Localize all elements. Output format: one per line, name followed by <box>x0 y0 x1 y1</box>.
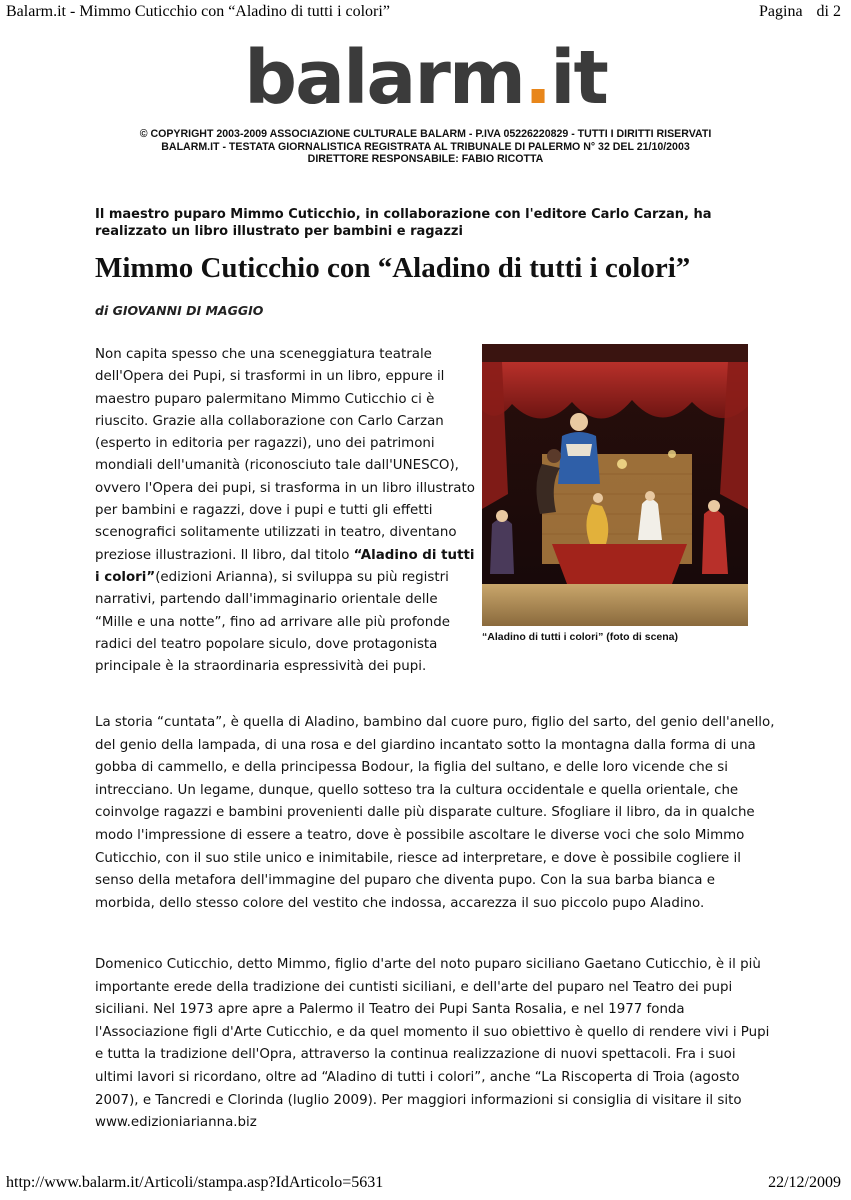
copyright-line-2: BALARM.IT - TESTATA GIORNALISTICA REGISTRATA AL TRIBUNALE DI PALERMO N° 32 DEL 21/10/2003 <box>161 140 690 153</box>
print-date: 22/12/2009 <box>768 1174 841 1191</box>
article-paragraph-3: Domenico Cuticchio, detto Mimmo, figlio d'arte del noto puparo siciliano Gaetano Cuticchio, è il più importante erede della tradizione dei cuntisti siciliani, e dell'arte del puparo nel Teatro dei pupi siciliani. Nel 1973 apre apre a Palermo il Teatro dei Pupi Santa Rosalia, e nel 1977 fonda l'Associazione figli d'Arte Cuticchio, e da quel momento il suo obiettivo è quello di rendere vivi i Pupi e tutta la tradizione dell'Opra, attraverso la continua realizzazione di nuovi spettacoli. Fra i suoi ultimi lavori si ricordano, oltre ad “Aladino di tutti i colori”, anche “La Riscoperta di Troia (agosto 2007), e Tancredi e Clorinda (luglio 2009). Per maggiori informazioni si consiglia di visitare il sito www.edizioniarianna.biz <box>95 957 770 1131</box>
logo-dot: . <box>523 35 551 121</box>
puppet-theatre-image <box>482 344 748 626</box>
copyright-line-3 <box>0 153 851 166</box>
director-label: DIRETTORE RESPONSABILE: <box>307 153 462 165</box>
article-url: http://www.balarm.it/Articoli/stampa.asp?IdArticolo=5631 <box>6 1174 384 1191</box>
para1-text-end: (edizioni Arianna), si sviluppa su più registri narrativi, partendo dall'immaginario orientale delle “Mille e una notte”, fino ad arrivare alle più profonde radici del teatro popolare siculo, dove protagonista principale è la straordinaria espressività dei pupi. <box>95 569 450 675</box>
book-title: “Aladino di tutti i colori” <box>95 547 475 585</box>
print-header-title: Balarm.it - Mimmo Cuticchio con “Aladino di tutti i colori” <box>6 3 390 20</box>
print-footer <box>0 1172 851 1196</box>
stage-photo <box>482 344 748 626</box>
balarm-logo <box>0 36 851 120</box>
copyright-notice <box>0 128 851 166</box>
director-name: FABIO RICOTTA <box>461 153 544 165</box>
article-subtitle: Il maestro puparo Mimmo Cuticchio, in collaborazione con l'editore Carlo Carzan, ha realizzato un libro illustrato per bambini e ragazzi <box>95 207 712 239</box>
copyright-line-1 <box>0 128 851 141</box>
para1-text-start: Non capita spesso che una sceneggiatura teatrale dell'Opera dei Pupi, si trasformi in un libro, eppure il maestro puparo palermitano Mimmo Cuticchio ci è riuscito. Grazie alla collaborazione con Carlo Carzan (esperto in editoria per ragazzi), uno dei patrimoni mondiali dell'umanità (riconosciuto tale dall'UNESCO), ovvero l'Opera dei pupi, si trasforma in un libro illustrato per bambini e ragazzi, dove i pupi e tutti gli effetti scenografici solitamente utilizzati in teatro, diventano preziose illustrazioni. Il libro, dal titolo <box>95 347 475 563</box>
article-paragraph-1 <box>95 344 475 678</box>
print-header-page <box>759 3 841 21</box>
copyright-prefix: © COPYRIGHT 2003-2009 <box>139 128 270 140</box>
logo-text-main: balarm <box>244 35 524 121</box>
page-label: Pagina <box>759 3 803 20</box>
copyright-org: ASSOCIAZIONE CULTURALE BALARM <box>269 128 466 140</box>
copyright-suffix: - P.IVA 05226220829 - TUTTI I DIRITTI RISERVATI <box>465 128 712 140</box>
logo-text-tld: it <box>550 35 607 121</box>
article-byline: di GIOVANNI DI MAGGIO <box>95 303 264 318</box>
article-paragraph-2: La storia “cuntata”, è quella di Aladino, bambino dal cuore puro, figlio del sarto, del genio dell'anello, del genio della lampada, di una rosa e del giardino incantato sotto la montagna dalla forma di una gobba di cammello, e della principessa Bodour, la figlia del sultano, e delle loro vicende che si intrecciano. Un legame, dunque, quello sotteso tra la cultura occidentale e quella orientale, che coinvolge ragazzi e bambini provenienti dalle più disparate culture. Sfogliare il libro, da in qualche modo l'impressione di essere a teatro, dove è possibile ascoltare le diverse voci che solo Mimmo Cuticchio, con il suo stile unico e inimitabile, riesce ad interpretare, e dove è possibile cogliere il senso della metafora dell'immagine del puparo che diventa pupo. Con la sua barba bianca e morbida, dello stesso colore del vestito che indossa, accarezza il suo piccolo pupo Aladino. <box>95 715 775 911</box>
page-count: di 2 <box>816 3 841 20</box>
article-headline: Mimmo Cuticchio con “Aladino di tutti i colori” <box>95 252 691 284</box>
photo-caption: “Aladino di tutti i colori” (foto di scena) <box>482 631 678 643</box>
print-header <box>0 0 851 30</box>
